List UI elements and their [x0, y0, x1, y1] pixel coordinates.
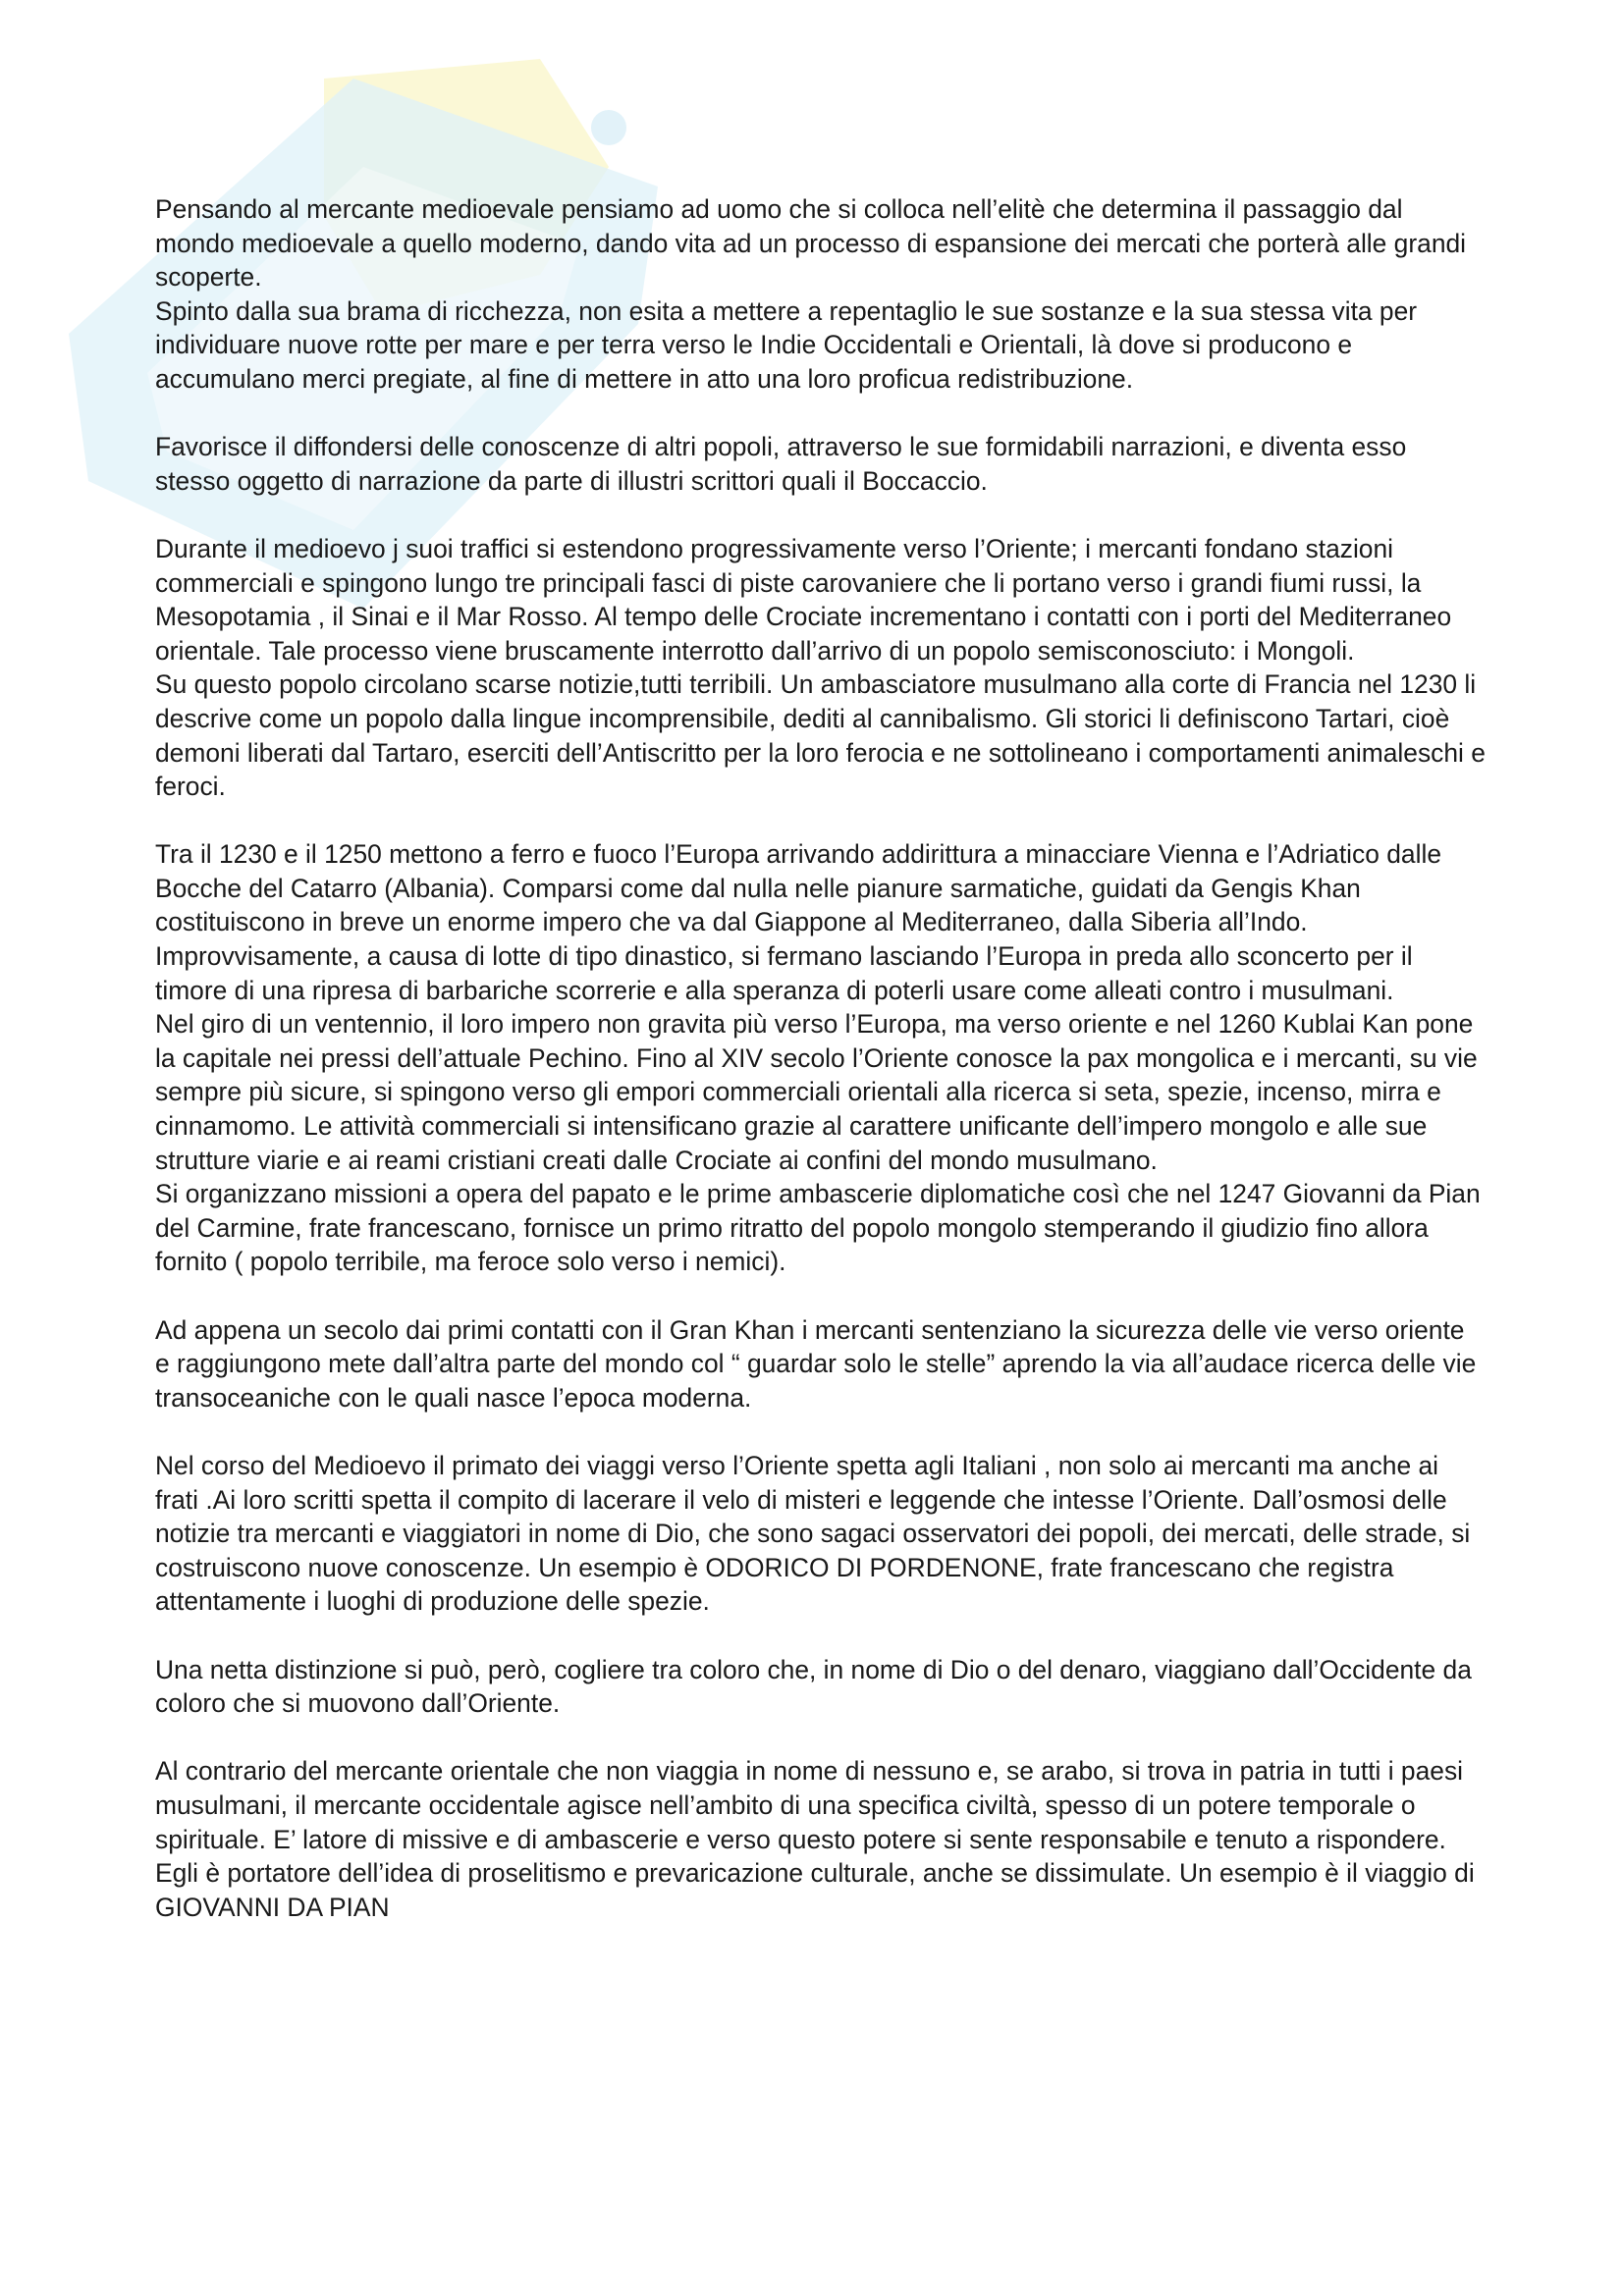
paragraph-6: Tra il 1230 e il 1250 mettono a ferro e fuoco l’Europa arrivando addirittura a minacciare Vienna e l’Adriatico dalle Bocche del Catarro (Albania). Comparsi come dal nulla nelle pianure sarmatiche, guidati da Gengis Khan costituiscono in breve un enorme impero che va dal Giappone al Mediterraneo, dalla Siberia all’Indo. Improvvisamente, a causa di lotte di tipo dinastico, si fermano lasciando l’Europa in preda allo sconcerto per il timore di una ripresa di barbariche scorrerie e alla speranza di poterli usare come alleati contro i musulmani. [155, 839, 1442, 1005]
paragraph-9: Ad appena un secolo dai primi contatti con il Gran Khan i mercanti sentenziano la sicurezza delle vie verso oriente e raggiungono mete dall’altra parte del mondo col “ guardar solo le stelle” aprendo la via all’audace ricerca delle vie transoceaniche con le quali nasce l’epoca moderna. [155, 1314, 1477, 1413]
paragraph-5: Su questo popolo circolano scarse notizie,tutti terribili. Un ambasciatore musulmano alla corte di Francia nel 1230 li descrive come un popolo dalla lingue incomprensibile, dediti al cannibalismo. Gli storici li definiscono Tartari, cioè demoni liberati dal Tartaro, eserciti dell’Antiscritto per la loro ferocia e ne sottolineano i comportamenti animaleschi e feroci. [155, 669, 1486, 802]
paragraph-8: Si organizzano missioni a opera del papato e le prime ambascerie diplomatiche così che nel 1247 Giovanni da Pian del Carmine, frate francescano, fornisce un primo ritratto del popolo mongolo stemperando il giudizio fino allora fornito ( popolo terribile, ma feroce solo verso i nemici). [155, 1179, 1481, 1277]
paragraph-11: Una netta distinzione si può, però, cogliere tra coloro che, in nome di Dio o del denaro, viaggiano dall’Occidente da coloro che si muovono dall’Oriente. [155, 1654, 1472, 1719]
paragraph-2: Spinto dalla sua brama di ricchezza, non esita a mettere a repentaglio le sue sostanze e la sua stessa vita per individuare nuove rotte per mare e per terra verso le Indie Occidentali e Orientali, là dove si producono e accumulano merci pregiate, al fine di mettere in atto una loro proficua redistribuzione. [155, 295, 1418, 394]
watermark-dot [591, 110, 626, 145]
paragraph-7: Nel giro di un ventennio, il loro impero non gravita più verso l’Europa, ma verso oriente e nel 1260 Kublai Kan pone la capitale nei pressi dell’attuale Pechino. Fino al XIV secolo l’Oriente conosce la pax mongolica e i mercanti, su vie sempre più sicure, si spingono verso gli empori commerciali orientali alla ricerca si seta, spezie, incenso, mirra e cinnamomo. Le attività commerciali si intensificano grazie al carattere unificante dell’impero mongolo e alle sue strutture viarie e ai reami cristiani creati dalle Crociate ai confini del mondo musulmano. [155, 1009, 1478, 1175]
paragraph-10: Nel corso del Medioevo il primato dei viaggi verso l’Oriente spetta agli Italiani , non solo ai mercanti ma anche ai frati .Ai loro scritti spetta il compito di lacerare il velo di misteri e leggende che intesse l’Oriente. Dall’osmosi delle notizie tra mercanti e viaggiatori in nome di Dio, che sono sagaci osservatori dei popoli, dei mercati, delle strade, si costruiscono nuove conoscenze. Un esempio è ODORICO DI PORDENONE, frate francescano che registra attentamente i luoghi di produzione delle spezie. [155, 1450, 1471, 1617]
paragraph-12: Al contrario del mercante orientale che non viaggia in nome di nessuno e, se arabo, si trova in patria in tutti i paesi musulmani, il mercante occidentale agisce nell’ambito di una specifica civiltà, spesso di un potere temporale o spirituale. E’ latore di missive e di ambascerie e verso questo potere si sente responsabile e tenuto a rispondere. Egli è portatore dell’idea di proselitismo e prevaricazione culturale, anche se dissimulate. Un esempio è il viaggio di GIOVANNI DA PIAN [155, 1756, 1475, 1922]
document-body [155, 192, 1486, 1924]
paragraph-4: Durante il medioevo j suoi traffici si estendono progressivamente verso l’Oriente; i mercanti fondano stazioni commerciali e spingono lungo tre principali fasci di piste carovaniere che li portano verso i grandi fiumi russi, la Mesopotamia , il Sinai e il Mar Rosso. Al tempo delle Crociate incrementano i contatti con i porti del Mediterraneo orientale. Tale processo viene bruscamente interrotto dall’arrivo di un popolo semisconosciuto: i Mongoli. [155, 533, 1452, 666]
paragraph-3: Favorisce il diffondersi delle conoscenze di altri popoli, attraverso le sue formidabili narrazioni, e diventa esso stesso oggetto di narrazione da parte di illustri scrittori quali il Boccaccio. [155, 432, 1407, 496]
paragraph-1: Pensando al mercante medioevale pensiamo ad uomo che si colloca nell’elitè che determina il passaggio dal mondo medioevale a quello moderno, dando vita ad un processo di espansione dei mercati che porterà alle grandi scoperte. [155, 194, 1467, 293]
